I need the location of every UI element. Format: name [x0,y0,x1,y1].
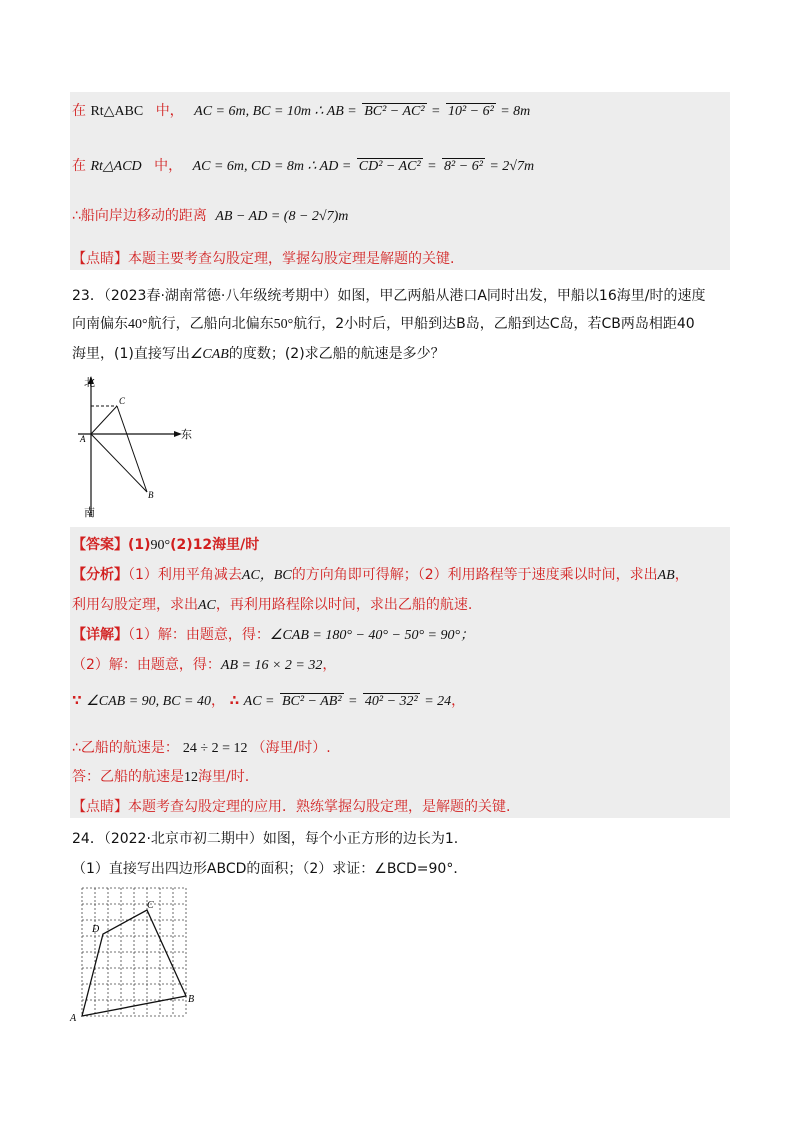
detail3-sep: ， [210,693,225,709]
prev-solution-line2 [72,155,534,175]
answer-value1: 90° [150,538,171,553]
q23-comment: 【点睛】本题考查勾股定理的应用．熟练掌握勾股定理，是解题的关键. [72,799,511,815]
prev-line2-sqrt2: 8² − 6² [444,159,483,174]
detail1-math: ∠CAB = 180° − 40° − 50° = 90°； [269,628,475,643]
prev-line1-math: AC = 6m, BC = 10m ∴ AB = [194,104,357,119]
grid-lines [82,888,186,1016]
label-c: C [147,900,154,911]
prev-line3-text: ∴船向岸边移动的距离 [72,208,207,224]
because-symbol: ∵ [72,693,82,709]
q23-figure [70,372,210,520]
label-c: C [119,396,126,406]
detail2-math: AB = 16 × 2 = 32 [220,658,323,673]
label-east: 东 [181,429,192,441]
analysis2-a: 利用勾股定理，求出 [72,597,198,613]
detail2-a: （2）解：由题意，得： [72,657,221,673]
analysis-m2: AB [657,568,675,583]
final-value: 12 [184,770,198,785]
q23-detail-line2 [72,654,336,674]
prev-line3-math: AB − AD = (8 − 2√7)m [215,209,349,224]
prev-line2-result: = 2√7m [489,159,535,174]
prev-line1-result: = 8m [500,104,531,119]
q24-grid-figure [66,880,206,1022]
label-a: A [80,434,86,444]
prev-line1-eq: = [431,104,441,119]
q23-answer-line [72,534,259,554]
prev-line2-eq: = [427,159,437,174]
q23-line3 [72,343,445,363]
prev-line1-mid: 中， [155,103,184,119]
answer-part2: (2)12海里/时 [170,537,260,553]
q23-detail-line1 [72,624,474,644]
analysis-c: ， [674,567,689,583]
detail3-c: ， [451,693,466,709]
q23-analysis-line2 [72,594,472,614]
prev-line2-math: AC = 6m, CD = 8m ∴ AD = [192,159,352,174]
prev-line1-prefix: 在 [72,103,86,119]
q23-line3-angle: ∠CAB [189,347,229,362]
final-b: 海里/时. [198,769,250,785]
answer-part1: (1) [128,537,151,553]
q23-speed-line [72,737,331,757]
detail2-c: ， [322,657,337,673]
q24-line2: （1）直接写出四边形ABCD的面积；（2）求证：∠BCD=90°． [72,861,468,877]
q23-line2-c: 航行，2小时后，甲船到达B岛，乙船到达C岛，若CB两岛相距40 [293,316,695,332]
detail-tag: 【详解】 [72,627,128,643]
label-a: A [70,1013,77,1022]
analysis2-b: ，再利用路程除以时间，求出乙船的航速. [215,597,473,613]
q23-final-line [72,766,249,786]
label-b: B [188,994,195,1005]
prev-solution-comment: 【点睛】本题主要考查勾股定理，掌握勾股定理是解题的关键. [72,251,455,267]
segment-ac [91,406,117,434]
detail3-sqrt1: BC² − AB² [281,694,342,709]
q23-line2-deg1: 40° [128,317,148,332]
speed-b: （海里/时）. [251,740,331,756]
prev-solution-line3 [72,205,348,225]
detail3-eq: = [347,694,358,709]
q23-line3-b: 的度数；(2)求乙船的航速是多少？ [228,346,445,362]
q23-analysis-line1 [72,564,689,584]
label-b: B [148,490,154,500]
analysis-b: 的方向角即可得解；（2）利用路程等于速度乘以时间，求出 [291,567,658,583]
label-north: 北 [84,377,95,389]
prev-line1-sqrt2: 10² − 6² [447,104,494,119]
segment-ab [91,434,147,492]
q23-line3-a: 海里，(1)直接写出 [72,346,190,362]
prev-solution-line1 [72,100,530,120]
q24-line1: 24．（2022·北京市初二期中）如图，每个小正方形的边长为1. [72,831,459,847]
q23-line2-deg2: 50° [273,317,294,332]
final-a: 答：乙船的航速是 [72,769,184,785]
label-d: D [92,924,100,935]
detail3-sqrt2: 40² − 32² [364,694,418,709]
q23-line2 [72,313,695,333]
speed-a: ∴乙船的航速是： [72,740,179,756]
prev-line1-sqrt1: BC² − AC² [364,104,425,119]
analysis-a: （1）利用平角减去 [128,567,242,583]
detail3-result: = 24 [424,694,452,709]
prev-line2-prefix: 在 [72,158,86,174]
prev-line2-mid: 中， [154,158,183,174]
analysis2-m: AC [198,598,216,613]
q23-detail-line3 [72,690,465,710]
q23-line2-b: 航行，乙船向北偏东 [147,316,274,332]
prev-line2-sqrt1: CD² − AC² [358,159,421,174]
label-south: 南 [84,507,95,519]
q23-line2-a: 向南偏东 [72,316,128,332]
detail3-m2: AC = [243,694,275,709]
q23-line1: 23．（2023春·湖南常德·八年级统考期中）如图，甲乙两船从港口A同时出发，甲船以16海里/时的速度 [72,288,706,304]
answer-tag: 【答案】 [72,537,128,553]
prev-line2-triangle: Rt△ACD [90,159,142,174]
analysis-m1: AC，BC [241,568,292,583]
detail3-math: ∠CAB = 90, BC = 40 [86,694,211,709]
analysis-tag: 【分析】 [72,567,128,583]
segment-cb [117,406,147,492]
therefore-symbol: ∴ [229,693,240,709]
speed-math: 24 ÷ 2 = 12 [182,741,248,756]
detail1-a: （1）解：由题意，得： [128,627,270,643]
prev-line1-triangle: Rt△ABC [90,104,144,119]
